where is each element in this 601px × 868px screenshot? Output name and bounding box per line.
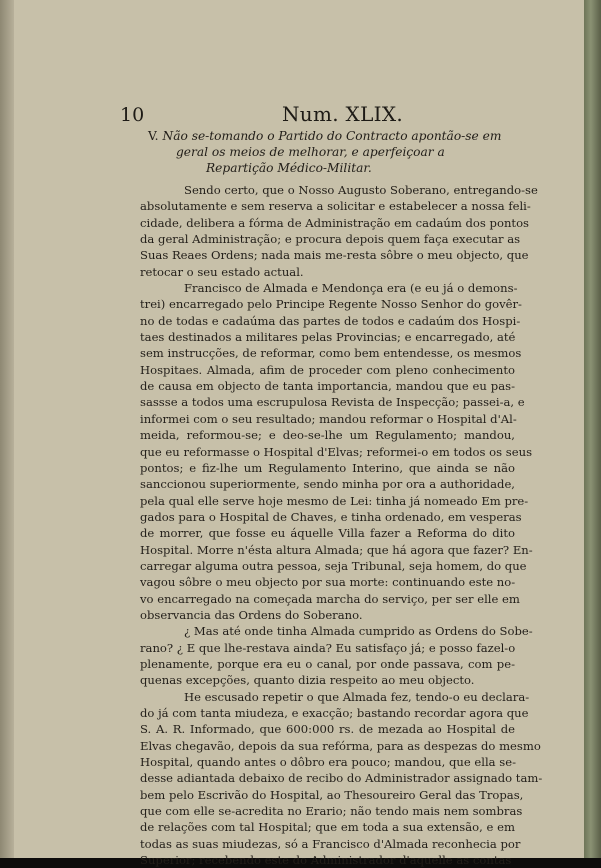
paragraph <box>140 623 533 688</box>
text-line: vagou sôbre o meu objecto por sua morte: continuando este no- <box>140 575 516 590</box>
text-line: do já com tanta miudeza, e exacção; bastando recordar agora que <box>140 706 529 720</box>
text-line: sem instrucções, de reformar, como bem entendesse, os mesmos <box>140 346 522 361</box>
text-line: absolutamente e sem reserva a solicitar e estabelecer a nossa feli- <box>140 199 531 214</box>
text-line: plenamente, porque era eu o canal, por onde passava, com pe- <box>140 656 515 671</box>
section-heading-line <box>148 128 508 144</box>
text-line: Hospitaes. Almada, afim de proceder com pleno conhecimento <box>140 362 515 377</box>
text-line: Suas Reaes Ordens; nada mais me-resta sôbre o meu objecto, que <box>140 248 529 263</box>
text-line: de morrer, que fosse eu áquelle Villa fazer a Reforma do dito <box>140 526 515 541</box>
text-line: Elvas chegavão, depois da sua refórma, para as despezas do mesmo <box>140 738 541 753</box>
paragraph <box>140 182 538 280</box>
text-line: cidade, delibera a fórma de Administração em cadaúm dos pontos <box>140 215 530 230</box>
text-line: He escusado repetir o que Almada fez, tendo-o eu declara- <box>184 689 530 704</box>
text-line: desse adiantada debaixo de recibo do Administrador assignado tam- <box>140 771 543 786</box>
section-number: V. <box>148 129 159 143</box>
page-edge <box>584 0 601 858</box>
text-line: ¿ Mas até onde tinha Almada cumprido as Ordens do Sobe- <box>184 624 533 639</box>
section-heading-line: geral os meios de melhorar, e aperfeiçoar a <box>176 145 445 159</box>
text-line: S. A. R. Informado, que 600:000 rs. de mezada ao Hospital de <box>140 722 515 737</box>
text-line: de causa em objecto de tanta importancia, mandou que eu pas- <box>140 379 515 394</box>
text-line: Hospital, quando antes o dôbro era pouco; mandou, que ella se- <box>140 755 516 770</box>
section-heading-line: Repartição Médico-Militar. <box>206 161 372 175</box>
text-line: Hospital. Morre n'ésta altura Almada; que há agora que fazer? En- <box>140 542 533 557</box>
text-line: carregar alguma outra pessoa, seja Tribunal, seja homem, do que <box>140 558 527 573</box>
text-line: observancia das Ordens do Soberano. <box>140 607 363 622</box>
page-number: 10 <box>120 104 145 126</box>
text-line: sassse a todos uma escrupulosa Revista de Inspecção; passei-a, e <box>140 395 525 410</box>
page-header <box>0 100 584 130</box>
text-line: no de todas e cadaúma das partes de todos e cadaúm dos Hospi- <box>140 313 521 328</box>
text-line: pela qual elle serve hoje mesmo de Lei: tinha já nomeado Em pre- <box>140 493 529 508</box>
text-line: trei) encarregado pelo Principe Regente Nosso Senhor do govêr- <box>140 297 522 312</box>
text-line: que eu reformasse o Hospital d'Elvas; reformei-o em todos os seus <box>140 444 533 459</box>
text-line: sanccionou superiormente, sendo minha por ora a authoridade, <box>140 477 515 492</box>
text-line: pontos; e fiz-lhe um Regulamento Interino, que ainda se não <box>140 460 515 475</box>
text-line: rano? ¿ E que lhe-restava ainda? Eu satisfaço já; e posso fazel-o <box>140 640 516 655</box>
text-line: que com elle se-acredita no Erario; não tendo mais nem sombras <box>140 804 523 819</box>
text-line: Superior; recebendo este do Administrador d'aquelle as contas <box>140 853 512 868</box>
body-text <box>140 182 543 868</box>
text-line: retocar o seu estado actual. <box>140 264 304 279</box>
text-line: da geral Administração; e procura depois quem faça executar as <box>140 232 521 247</box>
text-line: de relações com tal Hospital; que em toda a sua extensão, e em <box>140 820 515 835</box>
paragraph <box>140 689 543 868</box>
text-line: taes destinados a militares pelas Provincias; e encarregado, até <box>140 330 516 345</box>
text-line: meida, reformou-se; e deo-se-lhe um Regulamento; mandou, <box>140 428 515 443</box>
text-line: todas as suas miudezas, só a Francisco d'Almada reconhecia por <box>140 836 521 851</box>
text-line: Francisco de Almada e Mendonça era (e eu já o demons- <box>184 281 518 296</box>
section-heading-text: Não se-tomando o Partido do Contracto apontão-se em <box>162 129 502 143</box>
text-line: informei com o seu resultado; mandou reformar o Hospital d'Al- <box>140 411 517 426</box>
paragraph <box>140 280 533 623</box>
text-line: quenas excepções, quanto dizia respeito ao meu objecto. <box>140 673 475 688</box>
text-line: gados para o Hospital de Chaves, e tinha ordenado, em vesperas <box>140 509 522 524</box>
text-line: bem pelo Escrivão do Hospital, ao Thesoureiro Geral das Tropas, <box>140 787 524 802</box>
section-heading <box>148 128 508 176</box>
running-title: Num. XLIX. <box>282 102 404 126</box>
text-line: Sendo certo, que o Nosso Augusto Soberano, entregando-se <box>184 183 538 197</box>
text-line: vo encarregado na começada marcha do serviço, per ser elle em <box>140 591 520 606</box>
